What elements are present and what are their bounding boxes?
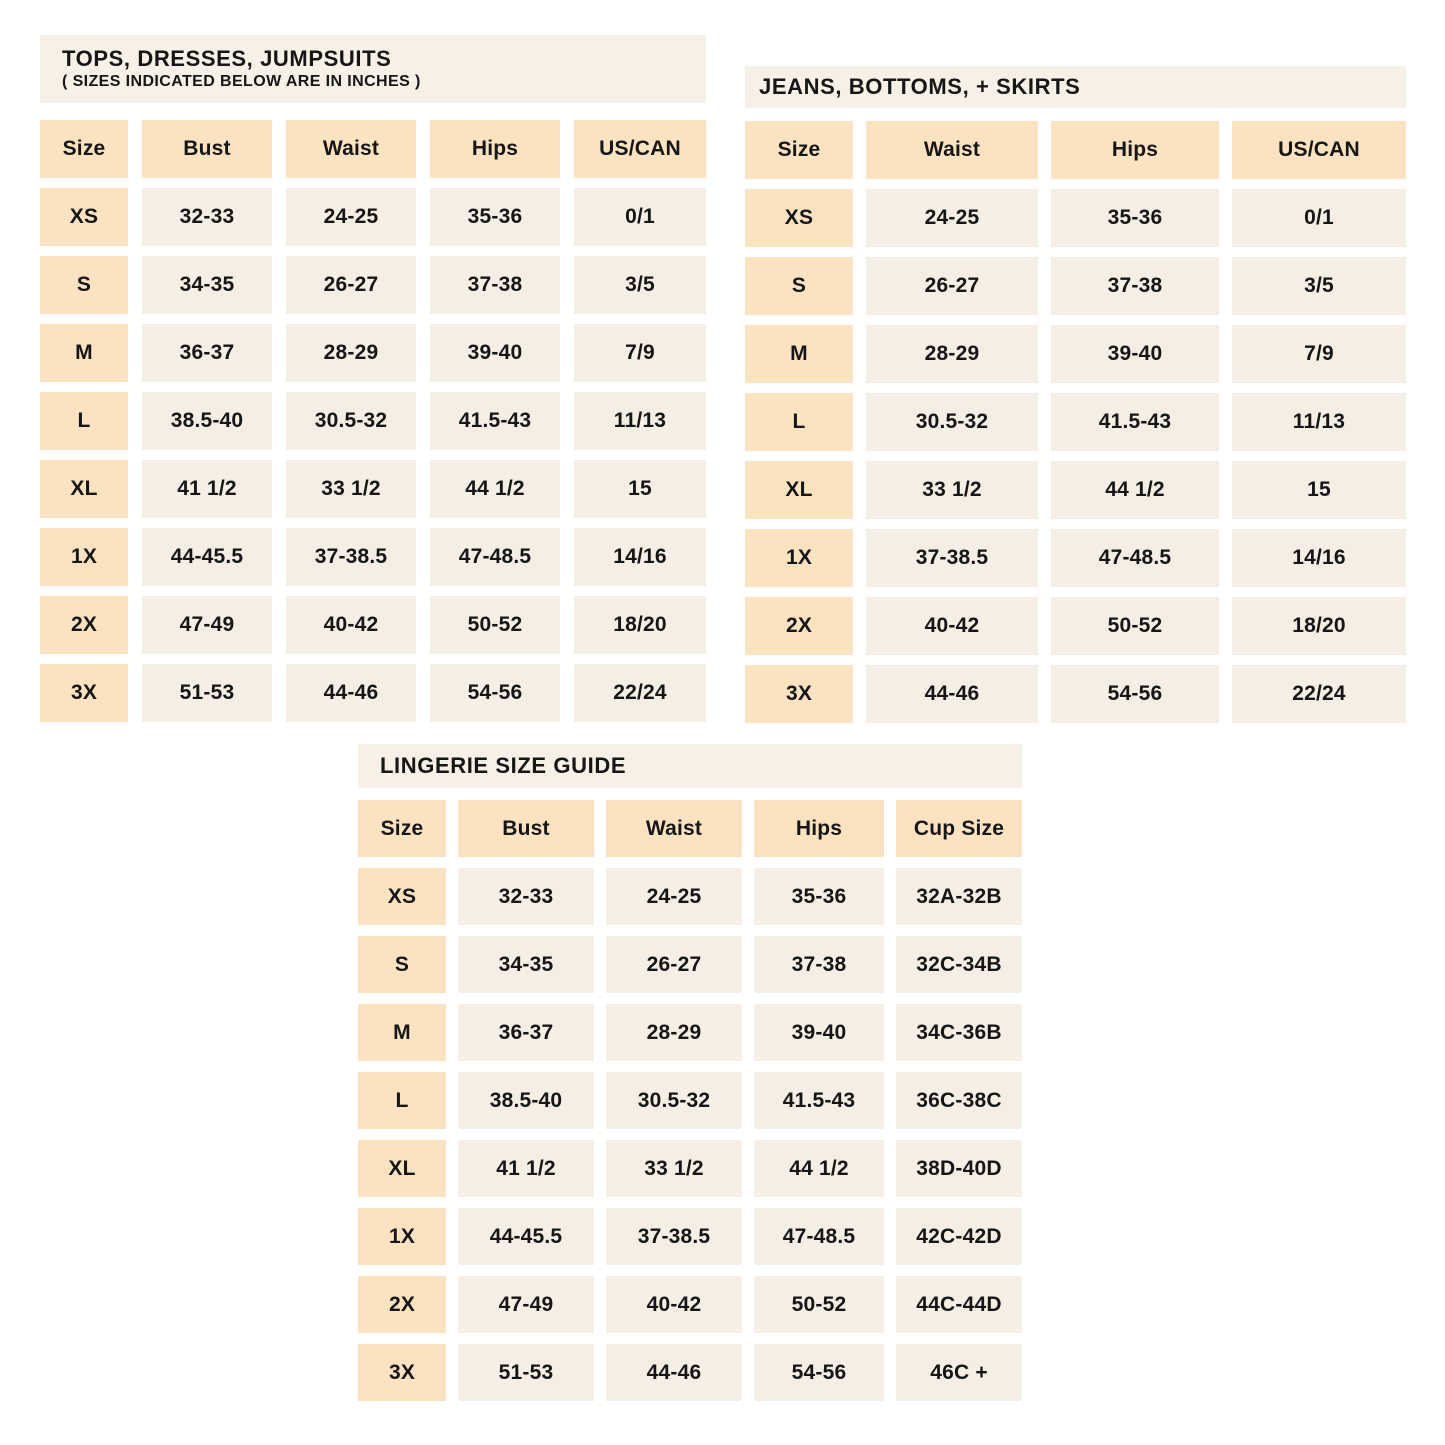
column-header-cell: Hips <box>754 800 884 857</box>
data-cell: 44 1/2 <box>1051 461 1219 519</box>
column-header-cell: Waist <box>286 120 416 178</box>
data-cell: 15 <box>574 460 706 518</box>
column-header-cell: Bust <box>458 800 594 857</box>
data-cell: 18/20 <box>1232 597 1406 655</box>
data-cell: 50-52 <box>1051 597 1219 655</box>
data-cell: 44-45.5 <box>142 528 272 586</box>
data-cell: 39-40 <box>1051 325 1219 383</box>
row-size-cell: 2X <box>745 597 853 655</box>
data-cell: 3/5 <box>1232 257 1406 315</box>
data-cell: 40-42 <box>866 597 1038 655</box>
data-cell: 37-38 <box>1051 257 1219 315</box>
tops-table-grid <box>40 120 706 722</box>
data-cell: 36C-38C <box>896 1072 1022 1129</box>
row-size-cell: L <box>358 1072 446 1129</box>
data-cell: 47-49 <box>458 1276 594 1333</box>
row-size-cell: S <box>40 256 128 314</box>
data-cell: 35-36 <box>1051 189 1219 247</box>
data-cell: 34-35 <box>142 256 272 314</box>
data-cell: 51-53 <box>142 664 272 722</box>
table-title-bar <box>358 744 1022 788</box>
jeans-table-grid <box>745 121 1406 723</box>
column-header-cell: Bust <box>142 120 272 178</box>
table-title-bar <box>40 35 706 103</box>
data-cell: 44-46 <box>286 664 416 722</box>
data-cell: 37-38.5 <box>286 528 416 586</box>
row-size-cell: M <box>40 324 128 382</box>
column-header-cell: US/CAN <box>574 120 706 178</box>
data-cell: 22/24 <box>1232 665 1406 723</box>
data-cell: 34-35 <box>458 936 594 993</box>
data-cell: 22/24 <box>574 664 706 722</box>
row-size-cell: 1X <box>745 529 853 587</box>
data-cell: 28-29 <box>606 1004 742 1061</box>
data-cell: 36-37 <box>142 324 272 382</box>
row-size-cell: S <box>745 257 853 315</box>
data-cell: 36-37 <box>458 1004 594 1061</box>
row-size-cell: 3X <box>40 664 128 722</box>
data-cell: 33 1/2 <box>866 461 1038 519</box>
data-cell: 44 1/2 <box>754 1140 884 1197</box>
row-size-cell: S <box>358 936 446 993</box>
row-size-cell: XL <box>745 461 853 519</box>
data-cell: 26-27 <box>866 257 1038 315</box>
data-cell: 54-56 <box>754 1344 884 1401</box>
data-cell: 32C-34B <box>896 936 1022 993</box>
data-cell: 32-33 <box>142 188 272 246</box>
row-size-cell: XS <box>745 189 853 247</box>
data-cell: 46C + <box>896 1344 1022 1401</box>
data-cell: 24-25 <box>286 188 416 246</box>
data-cell: 39-40 <box>754 1004 884 1061</box>
data-cell: 30.5-32 <box>286 392 416 450</box>
data-cell: 0/1 <box>574 188 706 246</box>
column-header-cell: Size <box>358 800 446 857</box>
data-cell: 30.5-32 <box>866 393 1038 451</box>
data-cell: 38.5-40 <box>142 392 272 450</box>
row-size-cell: XL <box>358 1140 446 1197</box>
data-cell: 7/9 <box>1232 325 1406 383</box>
lingerie-table-grid <box>358 800 1022 1401</box>
data-cell: 44-46 <box>866 665 1038 723</box>
size-table-tops-dresses-jumpsuits <box>40 35 706 722</box>
column-header-cell: Waist <box>606 800 742 857</box>
row-size-cell: XS <box>358 868 446 925</box>
data-cell: 41 1/2 <box>142 460 272 518</box>
data-cell: 0/1 <box>1232 189 1406 247</box>
row-size-cell: 3X <box>358 1344 446 1401</box>
table-title-bar <box>745 66 1406 108</box>
column-header-cell: Size <box>745 121 853 179</box>
data-cell: 32A-32B <box>896 868 1022 925</box>
data-cell: 51-53 <box>458 1344 594 1401</box>
data-cell: 18/20 <box>574 596 706 654</box>
size-table-lingerie <box>358 744 1022 1401</box>
row-size-cell: 3X <box>745 665 853 723</box>
data-cell: 40-42 <box>606 1276 742 1333</box>
data-cell: 41.5-43 <box>754 1072 884 1129</box>
data-cell: 54-56 <box>430 664 560 722</box>
row-size-cell: L <box>40 392 128 450</box>
data-cell: 44-46 <box>606 1344 742 1401</box>
data-cell: 37-38 <box>430 256 560 314</box>
data-cell: 32-33 <box>458 868 594 925</box>
column-header-cell: Cup Size <box>896 800 1022 857</box>
data-cell: 37-38.5 <box>606 1208 742 1265</box>
row-size-cell: 2X <box>40 596 128 654</box>
data-cell: 28-29 <box>866 325 1038 383</box>
row-size-cell: L <box>745 393 853 451</box>
data-cell: 35-36 <box>754 868 884 925</box>
data-cell: 3/5 <box>574 256 706 314</box>
data-cell: 11/13 <box>1232 393 1406 451</box>
data-cell: 44 1/2 <box>430 460 560 518</box>
data-cell: 44C-44D <box>896 1276 1022 1333</box>
data-cell: 24-25 <box>606 868 742 925</box>
row-size-cell: 1X <box>40 528 128 586</box>
data-cell: 14/16 <box>574 528 706 586</box>
data-cell: 26-27 <box>286 256 416 314</box>
table-subtitle: ( SIZES INDICATED BELOW ARE IN INCHES ) <box>62 73 421 91</box>
data-cell: 41.5-43 <box>1051 393 1219 451</box>
data-cell: 50-52 <box>430 596 560 654</box>
data-cell: 44-45.5 <box>458 1208 594 1265</box>
data-cell: 47-49 <box>142 596 272 654</box>
data-cell: 34C-36B <box>896 1004 1022 1061</box>
data-cell: 47-48.5 <box>1051 529 1219 587</box>
data-cell: 11/13 <box>574 392 706 450</box>
row-size-cell: XL <box>40 460 128 518</box>
data-cell: 30.5-32 <box>606 1072 742 1129</box>
data-cell: 33 1/2 <box>286 460 416 518</box>
data-cell: 26-27 <box>606 936 742 993</box>
data-cell: 33 1/2 <box>606 1140 742 1197</box>
data-cell: 54-56 <box>1051 665 1219 723</box>
row-size-cell: M <box>358 1004 446 1061</box>
data-cell: 47-48.5 <box>430 528 560 586</box>
data-cell: 47-48.5 <box>754 1208 884 1265</box>
column-header-cell: Size <box>40 120 128 178</box>
table-title: LINGERIE SIZE GUIDE <box>380 752 627 778</box>
data-cell: 42C-42D <box>896 1208 1022 1265</box>
data-cell: 37-38 <box>754 936 884 993</box>
data-cell: 50-52 <box>754 1276 884 1333</box>
data-cell: 35-36 <box>430 188 560 246</box>
size-table-jeans-bottoms-skirts <box>745 66 1406 723</box>
data-cell: 24-25 <box>866 189 1038 247</box>
row-size-cell: XS <box>40 188 128 246</box>
data-cell: 37-38.5 <box>866 529 1038 587</box>
data-cell: 14/16 <box>1232 529 1406 587</box>
table-title: JEANS, BOTTOMS, + SKIRTS <box>759 73 1081 99</box>
table-title: TOPS, DRESSES, JUMPSUITS <box>62 45 392 71</box>
data-cell: 41.5-43 <box>430 392 560 450</box>
data-cell: 41 1/2 <box>458 1140 594 1197</box>
data-cell: 15 <box>1232 461 1406 519</box>
column-header-cell: US/CAN <box>1232 121 1406 179</box>
row-size-cell: 1X <box>358 1208 446 1265</box>
row-size-cell: M <box>745 325 853 383</box>
row-size-cell: 2X <box>358 1276 446 1333</box>
data-cell: 7/9 <box>574 324 706 382</box>
column-header-cell: Hips <box>1051 121 1219 179</box>
column-header-cell: Waist <box>866 121 1038 179</box>
column-header-cell: Hips <box>430 120 560 178</box>
data-cell: 40-42 <box>286 596 416 654</box>
data-cell: 39-40 <box>430 324 560 382</box>
data-cell: 38D-40D <box>896 1140 1022 1197</box>
data-cell: 28-29 <box>286 324 416 382</box>
data-cell: 38.5-40 <box>458 1072 594 1129</box>
